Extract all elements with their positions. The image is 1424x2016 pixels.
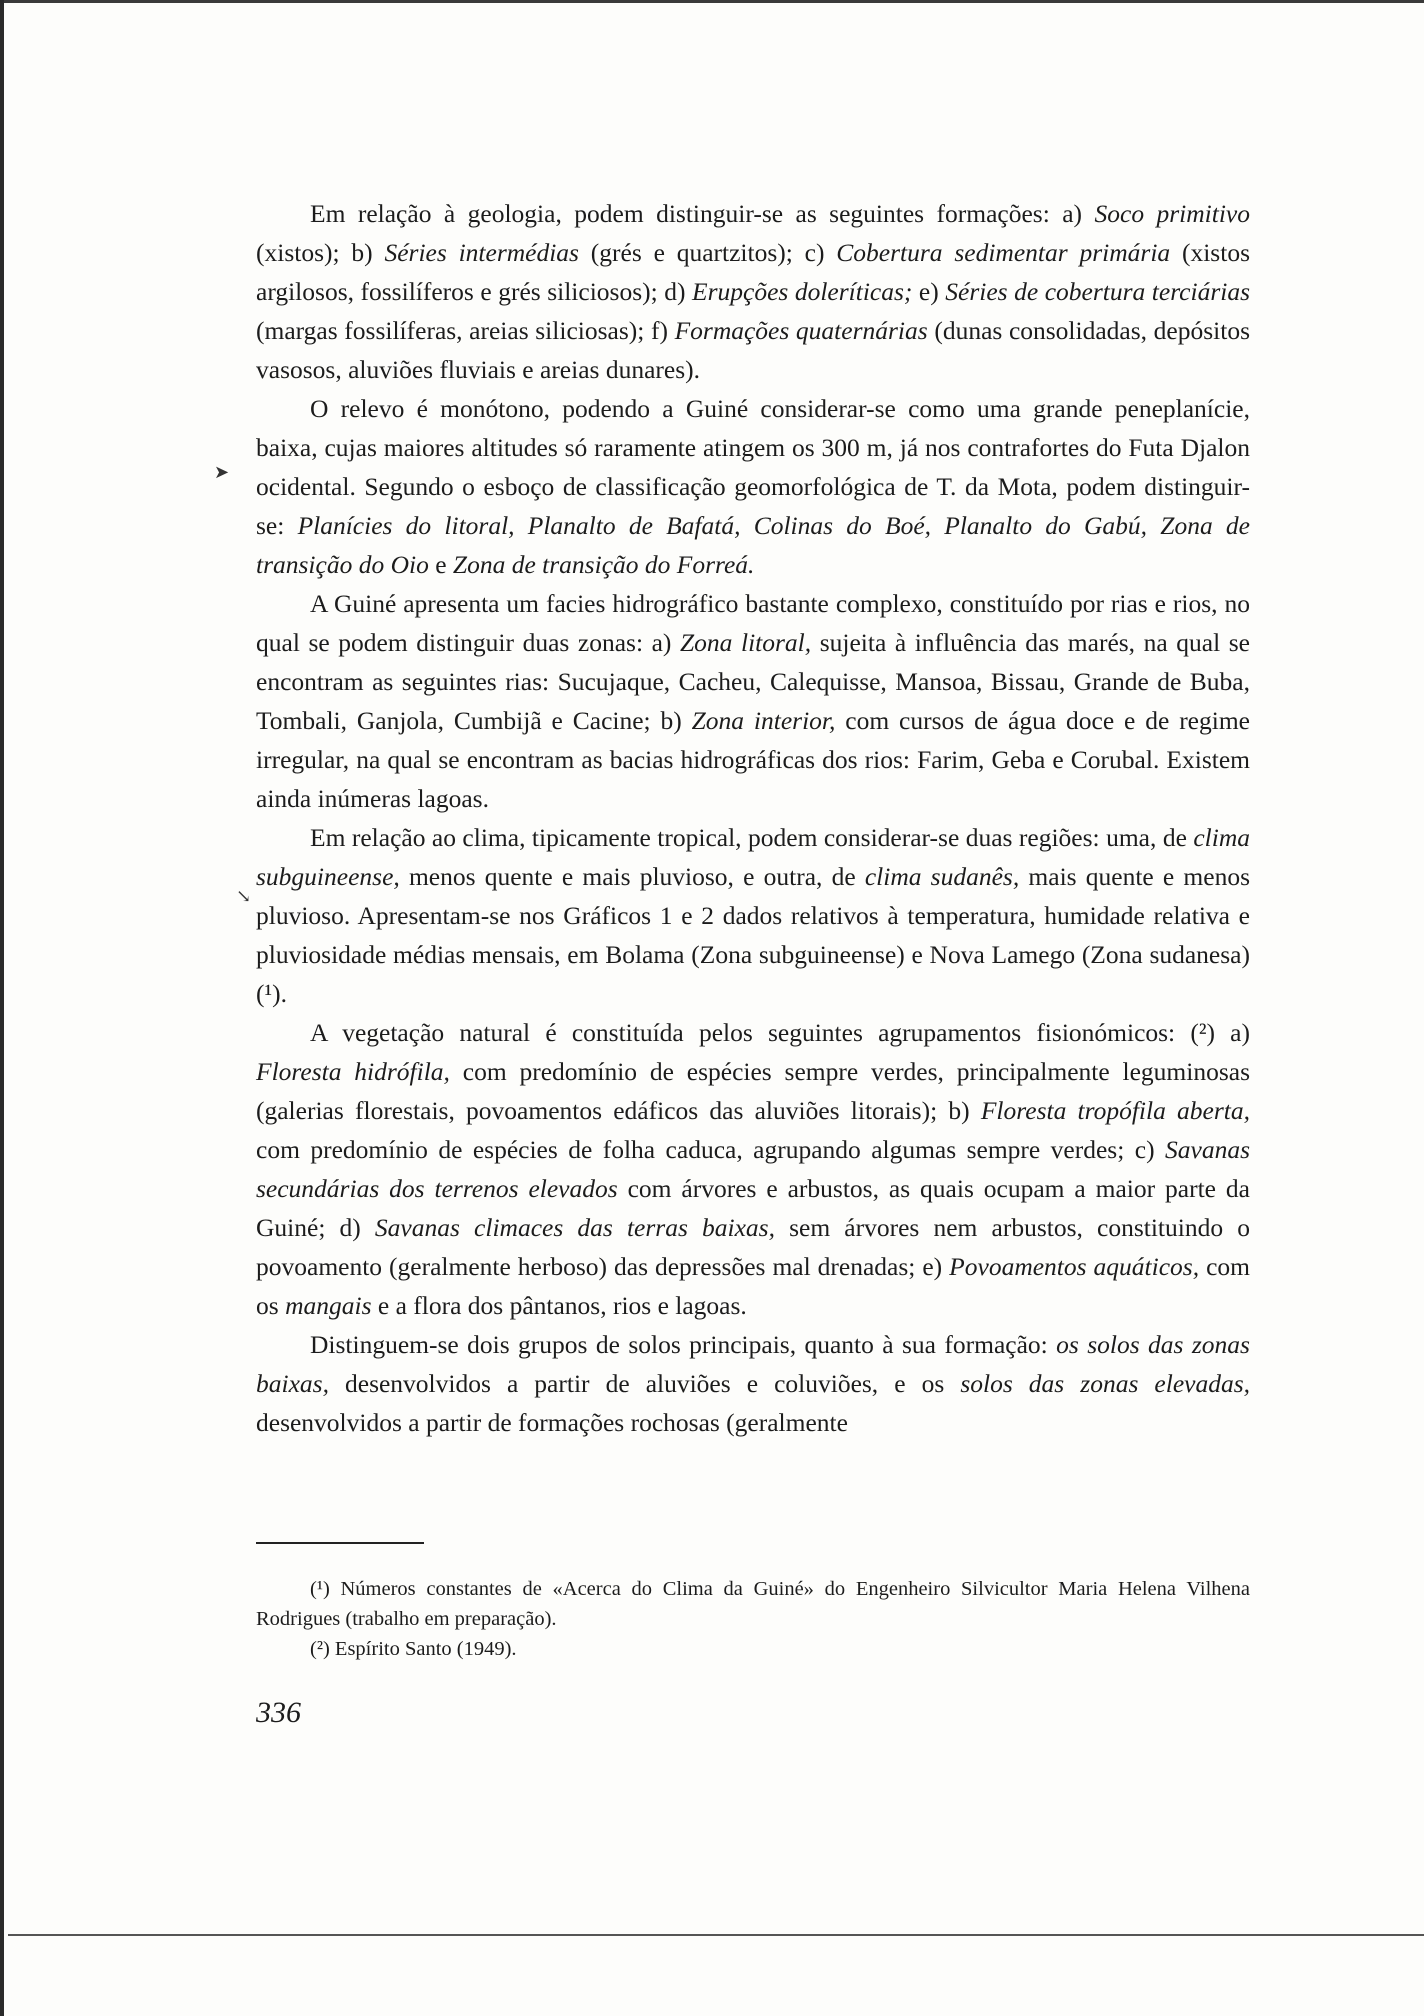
page-body [256, 194, 1250, 1442]
footnote-rule [256, 1542, 424, 1544]
scan-edge-bottom [8, 1934, 1424, 1936]
paragraph-geology: Em relação à geologia, podem distinguir-se as seguintes formações: a) Soco primitivo (xistos); b) Séries intermédias (grés e quartzitos); c) Cobertura sedimentar primária (xistos argilosos, fossilíferos e grés siliciosos); d) Erupções doleríticas; e) Séries de cobertura terciárias (margas fossilíferas, areias siliciosas); f) Formações quaternárias (dunas consolidadas, depósitos vasosos, aluviões fluviais e areias dunares). [256, 199, 1251, 384]
footnotes [256, 1574, 1250, 1664]
scan-edge-left [0, 0, 4, 2016]
paragraph-hydrography: A Guiné apresenta um facies hidrográfico bastante complexo, constituído por rias e rios, no qual se podem distinguir duas zonas: a) Zona litoral, sujeita à influência das marés, na qual se encontram as seguintes rias: Sucujaque, Cacheu, Calequisse, Mansoa, Bissau, Grande de Buba, Tombali, Ganjola, Cumbijã e Cacine; b) Zona interior, com cursos de água doce e de regime irregular, na qual se encontram as bacias hidrográficas dos rios: Farim, Geba e Corubal. Existem ainda inúmeras lagoas. [256, 589, 1250, 813]
page-number: 336 [256, 1696, 301, 1729]
paragraph-vegetation: A vegetação natural é constituída pelos seguintes agrupamentos fisionómicos: (²) a) Floresta hidrófila, com predomínio de espécies sempre verdes, principalmente leguminosas (galerias florestais, povoamentos edáficos das aluviões litorais); b) Floresta tropófila aberta, com predomínio de espécies de folha caduca, agrupando algumas sempre verdes; c) Savanas secundárias dos terrenos elevados com árvores e arbustos, as quais ocupam a maior parte da Guiné; d) Savanas climaces das terras baixas, sem árvores nem arbustos, constituindo o povoamento (geralmente herboso) das depressões mal drenadas; e) Povoamentos aquáticos, com os mangais e a flora dos pântanos, rios e lagoas. [256, 1018, 1251, 1320]
paragraph-relief: O relevo é monótono, podendo a Guiné considerar-se como uma grande peneplanície, baixa, cujas maiores altitudes só raramente atingem os 300 m, já nos contrafortes do Futa Djalon ocidental. Segundo o esboço de classificação geomorfológica de T. da Mota, podem distinguir-se: Planícies do litoral, Planalto de Bafatá, Colinas do Boé, Planalto do Gabú, Zona de transição do Oio e Zona de transição do Forreá. [256, 394, 1251, 579]
paragraph-soils: Distinguem-se dois grupos de solos principais, quanto à sua formação: os solos das zonas baixas, desenvolvidos a partir de aluviões e coluviões, e os solos das zonas elevadas, desenvolvidos a partir de formações rochosas (geralmente [256, 1330, 1251, 1437]
footnote-1: (¹) Números constantes de «Acerca do Clima da Guiné» do Engenheiro Silvicultor Maria Helena Vilhena Rodrigues (trabalho em preparação). [256, 1578, 1250, 1630]
margin-tick-mark: ↘ [236, 886, 252, 906]
paragraph-climate: Em relação ao clima, tipicamente tropical, podem considerar-se duas regiões: uma, de clima subguineense, menos quente e mais pluvioso, e outra, de clima sudanês, mais quente e menos pluvioso. Apresentam-se nos Gráficos 1 e 2 dados relativos à temperatura, humidade relativa e pluviosidade médias mensais, em Bolama (Zona subguineense) e Nova Lamego (Zona sudanesa) (¹). [256, 823, 1251, 1008]
margin-arrow-mark: ➤ [214, 462, 230, 482]
scan-edge-top [0, 0, 1424, 3]
footnote-2: (²) Espírito Santo (1949). [310, 1638, 517, 1660]
